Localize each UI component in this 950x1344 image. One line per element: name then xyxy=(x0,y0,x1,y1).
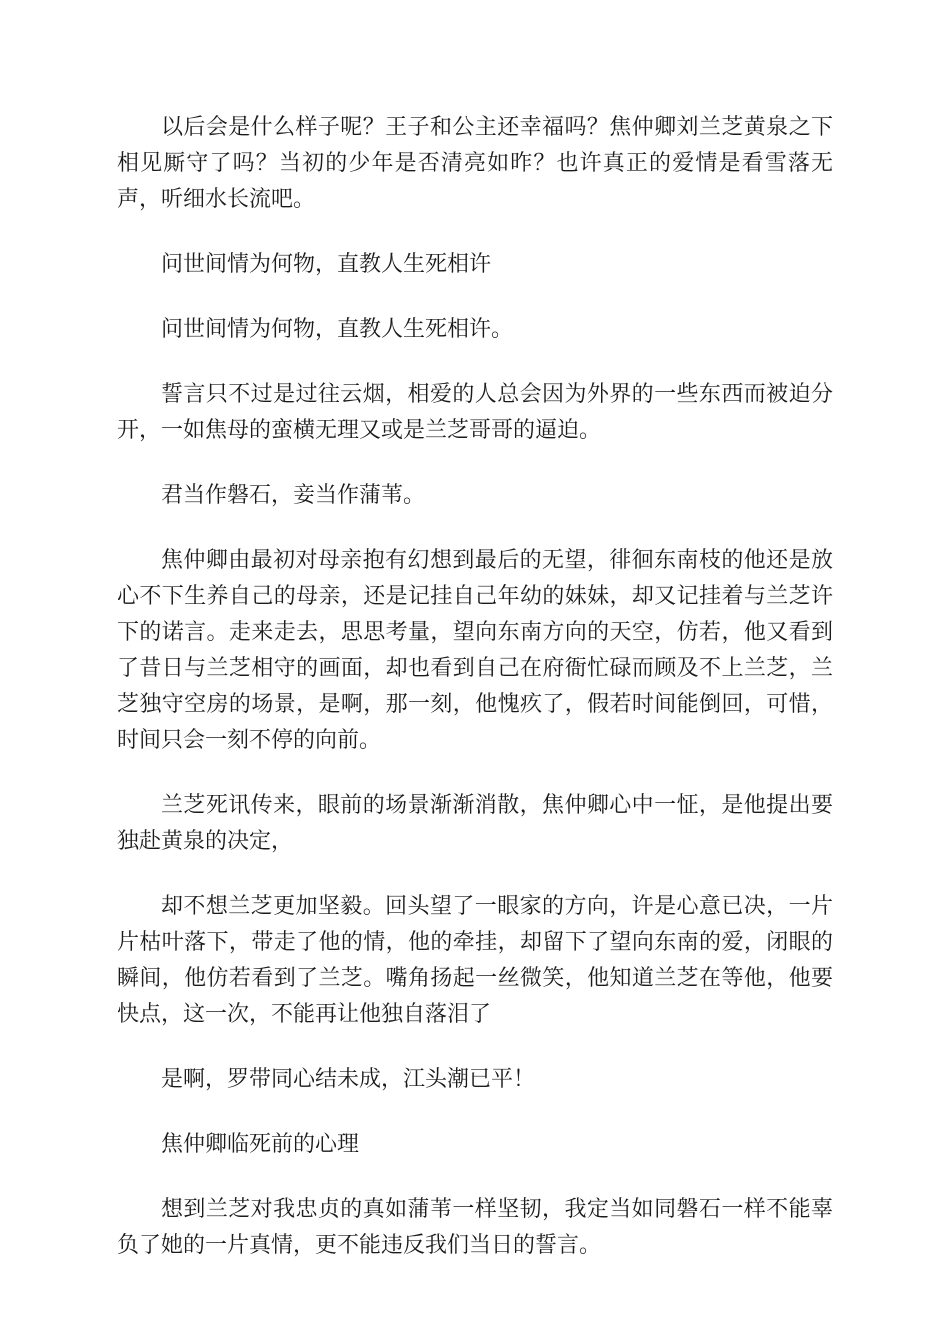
paragraph-1: 以后会是什么样子呢？王子和公主还幸福吗？焦仲卿刘兰芝黄泉之下相见厮守了吗？当初的少年是否清亮如昨？也许真正的爱情是看雪落无声，听细水长流吧。 xyxy=(117,115,833,212)
paragraph-5: 君当作磐石，妾当作蒲苇。 xyxy=(161,483,426,508)
document-body xyxy=(117,110,833,1293)
paragraph-10: 焦仲卿临死前的心理 xyxy=(161,1132,360,1157)
paragraph-7: 兰芝死讯传来，眼前的场景渐渐消散，焦仲卿心中一怔，是他提出要独赴黄泉的决定， xyxy=(117,793,833,854)
paragraph-4: 誓言只不过是过往云烟，相爱的人总会因为外界的一些东西而被迫分开，一如焦母的蛮横无理又或是兰芝哥哥的逼迫。 xyxy=(117,382,833,443)
paragraph-2: 问世间情为何物，直教人生死相许 xyxy=(161,252,492,277)
paragraph-6: 焦仲卿由最初对母亲抱有幻想到最后的无望，徘徊东南枝的他还是放心不下生养自己的母亲，还是记挂自己年幼的妹妹，却又记挂着与兰芝许下的诺言。走来走去，思思考量，望向东南方向的天空，仿若，他又看到了昔日与兰芝相守的画面，却也看到自己在府衙忙碌而顾及不上兰芝，兰芝独守空房的场景，是啊，那一刻，他愧疚了，假若时间能倒回，可惜，时间只会一刻不停的向前。 xyxy=(117,548,833,753)
paragraph-8: 却不想兰芝更加坚毅。回头望了一眼家的方向，许是心意已决，一片片枯叶落下，带走了他的情，他的牵挂，却留下了望向东南的爱，闭眼的瞬间，他仿若看到了兰芝。嘴角扬起一丝微笑，他知道兰芝在等他，他要快点，这一次，不能再让他独自落泪了 xyxy=(117,894,833,1027)
paragraph-3: 问世间情为何物，直教人生死相许。 xyxy=(161,317,514,342)
paragraph-9: 是啊，罗带同心结未成，江头潮已平！ xyxy=(161,1067,536,1092)
paragraph-11: 想到兰芝对我忠贞的真如蒲苇一样坚韧，我定当如同磐石一样不能辜负了她的一片真情，更不能违反我们当日的誓言。 xyxy=(117,1197,833,1258)
